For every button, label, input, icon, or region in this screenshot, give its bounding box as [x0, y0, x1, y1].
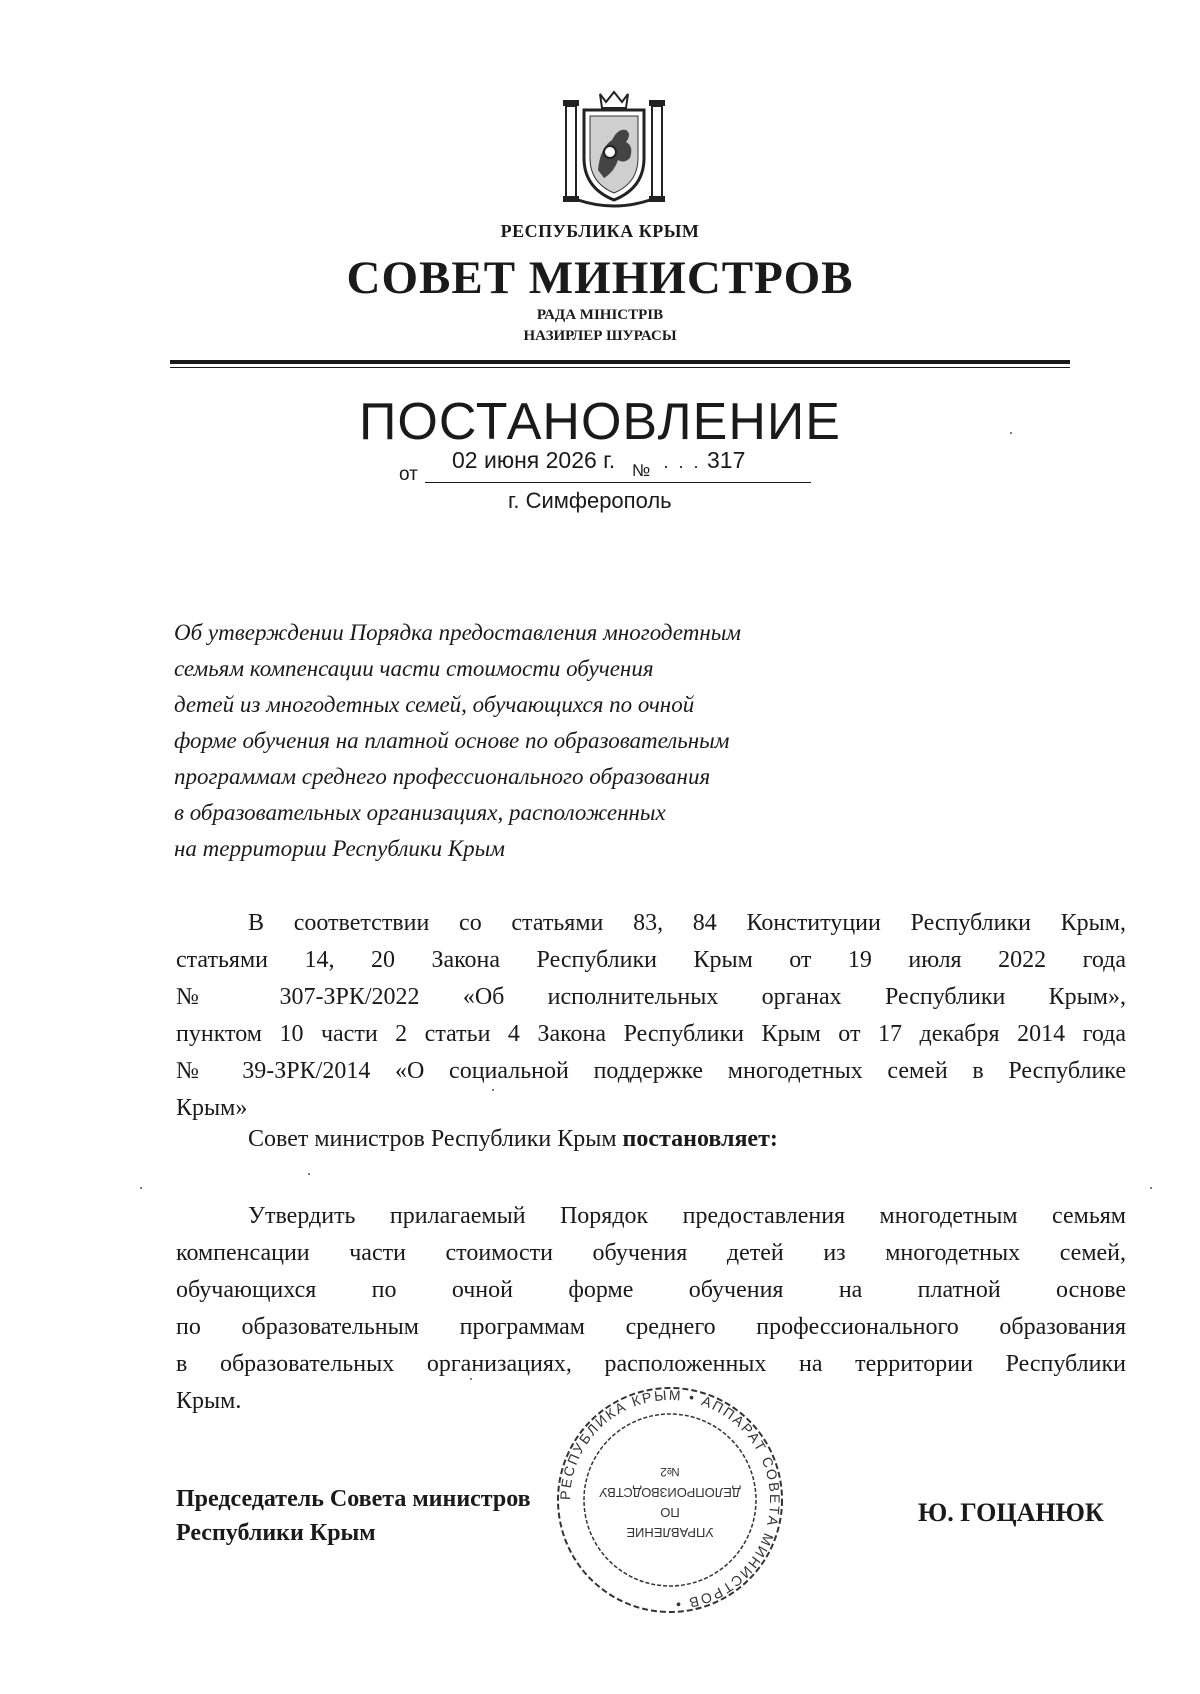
- seal-center-line: №2: [660, 1465, 680, 1479]
- decree-subject: [174, 615, 934, 867]
- signatory-name: Ю. ГОЦАНЮК: [918, 1498, 1104, 1527]
- header-rule-thin: [170, 367, 1070, 368]
- preamble-line: В соответствии со статьями 83, 84 Конституции Республики Крым,: [248, 910, 1126, 936]
- resolves-keyword: постановляет:: [622, 1126, 778, 1152]
- header-rule-thick: [170, 360, 1070, 364]
- resolves-prefix: Совет министров Республики Крым: [248, 1126, 617, 1152]
- decree-number: 317: [707, 447, 746, 473]
- preamble-line: пунктом 10 части 2 статьи 4 Закона Республики Крым от 17 декабря 2014 года: [176, 1021, 1126, 1047]
- seal-center-line: УПРАВЛЕНИЕ: [626, 1525, 714, 1540]
- preamble-paragraph: [176, 905, 1126, 1127]
- republic-name: РЕСПУБЛИКА КРЫМ: [500, 221, 700, 241]
- seal-center-line: ПО: [660, 1505, 680, 1520]
- scan-speck: [1150, 1187, 1152, 1189]
- decree-number-label: №: [632, 461, 651, 480]
- official-seal-icon: [540, 1380, 800, 1620]
- scan-speck: [140, 1187, 142, 1189]
- coat-of-arms-icon: [560, 88, 668, 208]
- preamble-line: Крым»: [176, 1095, 248, 1121]
- signatory-position: [176, 1482, 531, 1550]
- scan-speck: [308, 1173, 310, 1175]
- scan-speck: [492, 1089, 494, 1091]
- number-dots: · · ·: [663, 456, 701, 476]
- preamble-line: № 39-ЗРК/2014 «О социальной поддержке многодетных семей в Республике: [176, 1058, 1126, 1084]
- subject-line: в образовательных организациях, расположенных: [174, 800, 666, 825]
- preamble-line: статьями 14, 20 Закона Республики Крым от 19 июля 2022 года: [176, 947, 1126, 973]
- operative-line: в образовательных организациях, расположенных на территории Республики: [176, 1351, 1126, 1377]
- subject-line: детей из многодетных семей, обучающихся по очной: [174, 692, 695, 717]
- operative-line: по образовательным программам среднего профессионального образования: [176, 1314, 1126, 1340]
- operative-line: обучающихся по очной форме обучения на платной основе: [176, 1277, 1126, 1303]
- document-type-title: ПОСТАНОВЛЕНИЕ: [359, 393, 841, 451]
- council-name-crimean-tatar: НАЗИРЛЕР ШУРАСЫ: [523, 328, 677, 344]
- council-name-ukrainian: РАДА МІНІСТРІВ: [536, 307, 664, 323]
- seal-ring-text: РЕСПУБЛИКА КРЫМ • АППАРАТ СОВЕТА МИНИСТРОВ •: [556, 1386, 784, 1613]
- subject-line: Об утверждении Порядка предоставления многодетным: [174, 620, 741, 645]
- council-name: СОВЕТ МИНИСТРОВ: [346, 252, 854, 304]
- signatory-position-line: Председатель Совета министров: [176, 1486, 531, 1512]
- decree-date: 02 июня 2026 г.: [452, 447, 616, 473]
- subject-line: форме обучения на платной основе по образовательным: [174, 728, 730, 753]
- operative-line: компенсации части стоимости обучения детей из многодетных семей,: [176, 1240, 1126, 1266]
- scan-speck: [470, 1378, 472, 1380]
- preamble-line: № 307-ЗРК/2022 «Об исполнительных органах Республики Крым»,: [176, 984, 1126, 1010]
- decree-city: г. Симферополь: [508, 488, 672, 513]
- seal-center-line: ДЕЛОПРОИЗВОДСТВУ: [599, 1485, 741, 1500]
- operative-line: Крым.: [176, 1388, 242, 1414]
- subject-line: на территории Республики Крым: [174, 836, 505, 861]
- subject-line: программам среднего профессионального образования: [174, 764, 711, 789]
- date-from-label: от: [399, 464, 418, 485]
- subject-line: семьям компенсации части стоимости обучения: [174, 656, 654, 681]
- operative-line: Утвердить прилагаемый Порядок предоставления многодетным семьям: [248, 1203, 1126, 1229]
- scan-speck: [1010, 432, 1012, 434]
- date-number-underline: [425, 482, 811, 483]
- resolves-paragraph: [248, 1126, 778, 1153]
- signatory-position-line: Республики Крым: [176, 1520, 376, 1546]
